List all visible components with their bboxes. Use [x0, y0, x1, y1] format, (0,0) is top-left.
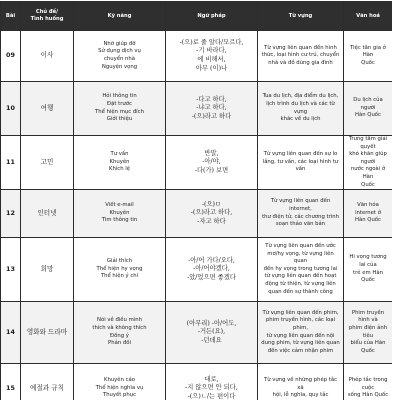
lesson-culture [344, 136, 393, 190]
grammar-line: -(으)ㄴ/는 편이다 [187, 392, 236, 400]
lesson-topic: 여행 [21, 82, 74, 136]
lesson-grammar [166, 31, 258, 82]
vocab-line: lịch trình du lịch và các từ vựng [266, 100, 335, 115]
table-row [1, 302, 393, 364]
header-topic [21, 2, 74, 31]
lesson-grammar [166, 82, 258, 136]
vocab-line: động từ thiện, từ vựng liên [265, 281, 336, 288]
vocab-line: đến việc cảm nhận phim [267, 347, 334, 354]
skill-line: Thể hiện hy vọng [96, 265, 143, 272]
skill-line: chuyển nhà [103, 56, 136, 62]
grammar-line: -거든(요), [197, 328, 226, 336]
vocab-line: từ vựng liên quan đến nội [266, 332, 335, 339]
culture-line: Tiệc tân gia ở Hàn [350, 44, 386, 59]
grammar-line: -지 않으면 안 되다, [185, 384, 238, 392]
header-culture: Văn hoá [344, 2, 393, 31]
vocab-line: Từ vựng liên quan đến sự lo [263, 151, 338, 158]
lesson-culture [344, 302, 393, 364]
culture-line: Du lịch của người [353, 97, 383, 111]
lesson-grammar [166, 136, 258, 190]
lesson-topic: 예절과 규칙 [21, 364, 74, 400]
culture-line: sống Hàn Quốc [347, 392, 389, 399]
skill-line: Thể hiện nghĩa vụ [95, 384, 144, 391]
skill-line: Khuyên [109, 158, 130, 165]
lesson-number: 09 [1, 31, 21, 82]
skill-line: Nhờ giúp đỡ [103, 40, 136, 47]
lesson-vocab [258, 31, 344, 82]
table-row [1, 364, 393, 400]
culture-line: Hàn Quốc [355, 112, 381, 119]
skill-line: Giải thích [106, 258, 133, 265]
culture-line: nước ngoài ở Hàn [350, 166, 386, 180]
culture-line: Hàn Quốc [355, 217, 381, 224]
lesson-grammar [166, 364, 258, 400]
grammar-line: -(으)로 줄 알다/모르다, [179, 38, 244, 46]
vocab-line: vấn [295, 166, 306, 173]
grammar-line: 아무 (이)나 [195, 64, 228, 72]
culture-line: trẻ em Hàn Quốc [353, 269, 383, 284]
skill-line: Nguyện vọng [101, 63, 138, 70]
lesson-vocab [258, 82, 344, 136]
header-skills: Kỹ năng [74, 2, 166, 31]
skill-line: Thuyết phục [102, 392, 137, 399]
grammar-line: -던데요 [201, 336, 222, 344]
vocab-line: thức, loại hình cư trú, chuyển [261, 52, 340, 59]
lesson-culture [344, 364, 393, 400]
vocab-line: Tua du lịch, địa điểm du lịch, [262, 93, 339, 100]
grammar-line: 반말, [204, 149, 219, 157]
lesson-grammar [166, 302, 258, 364]
page-right-margin [392, 0, 400, 400]
skill-line: Sử dụng dịch vụ [98, 48, 141, 55]
culture-line: Trung tâm giải quyết [348, 136, 388, 150]
skill-line: Phản đối [108, 340, 131, 347]
vocab-line: nhà và đồ dùng gia đình [268, 59, 333, 66]
table-row [1, 31, 393, 82]
lesson-skills [74, 364, 166, 400]
skill-line: Thể hiện mục đích [95, 108, 144, 115]
header-grammar: Ngữ pháp [166, 2, 258, 31]
lesson-vocab [258, 190, 344, 238]
header-topic-line: Tình huống [30, 16, 64, 22]
lesson-culture [344, 82, 393, 136]
lesson-culture [344, 238, 393, 302]
grammar-line: -아/어 가다/오다, [188, 256, 235, 264]
lesson-skills [74, 136, 166, 190]
vocab-line: quan đến sự thành công [268, 288, 333, 295]
table-row [1, 190, 393, 238]
vocab-line: từ vựng liên quan đến hoạt [264, 273, 337, 280]
grammar-line: -다(가) 보면 [194, 166, 229, 174]
lesson-number: 12 [1, 190, 21, 238]
lesson-topic: 인터넷 [21, 190, 74, 238]
culture-line: biểu của Hàn Quốc [350, 340, 386, 354]
grammar-line: -자고 하다 [197, 217, 226, 225]
lesson-number: 11 [1, 136, 21, 190]
lesson-number: 13 [1, 238, 21, 302]
lesson-vocab [258, 302, 344, 364]
grammar-line: 에 비해서, [197, 56, 226, 63]
vocab-line: khác về du lịch [280, 116, 321, 123]
skill-line: thích và không thích [92, 325, 147, 332]
skill-line: Khích lệ [109, 166, 130, 173]
skill-line: Hỏi thông tin [102, 93, 137, 100]
lesson-skills [74, 238, 166, 302]
culture-line: Văn hóa internet ở [355, 202, 381, 216]
table-row [1, 238, 393, 302]
vocab-line: Từ vựng liên quan đến phim, [262, 309, 339, 316]
vocab-line: soạn thảo văn bản [275, 221, 326, 228]
grammar-line: -았/었으면 좋겠다 [187, 273, 236, 281]
header-vocab: Từ vựng [258, 2, 344, 31]
grammar-line: -(으)ㅁ [201, 200, 222, 208]
grammar-line: -(으)라고 하다 [191, 112, 232, 120]
culture-line: khó khăn giúp người [349, 151, 387, 165]
vocab-line: Từ vựng về những phép tắc xã [264, 377, 337, 391]
grammar-line: -기 바라다, [196, 47, 227, 55]
grammar-line: 대로, [204, 375, 219, 383]
lesson-topic: 이사 [21, 31, 74, 82]
lesson-vocab [258, 364, 344, 400]
table-row [1, 136, 393, 190]
skill-line: Khuyên [109, 209, 130, 216]
culture-line: Phim truyền hình và [351, 309, 385, 324]
grammar-line: -아/어야겠다, [193, 265, 230, 273]
header-topic-line: Chủ đề/ [35, 9, 59, 15]
skill-line: Khuyên cáo [103, 377, 136, 384]
grammar-line: -아/야, [202, 158, 221, 166]
vocab-line: đến hy vọng trong tương lai [263, 265, 338, 272]
lesson-vocab [258, 136, 344, 190]
lesson-grammar [166, 190, 258, 238]
vocab-line: dung phim, từ vựng liên quan [261, 340, 340, 347]
lesson-culture [344, 190, 393, 238]
lesson-number: 14 [1, 302, 21, 364]
culture-line: Quốc [361, 181, 375, 188]
skill-line: Nói về điều mình [97, 317, 142, 324]
vocab-line: lắng, tư vấn, các loại hình tư [262, 158, 339, 165]
culture-line: Quốc [361, 59, 375, 66]
header-no: Bài [1, 2, 21, 31]
lesson-skills [74, 190, 166, 238]
vocab-line: phim truyền hình, các loại phim, [265, 317, 336, 332]
vocab-line: Từ vựng liên quan đến internet, [270, 198, 331, 213]
skill-line: Đặt trước [107, 100, 132, 107]
lesson-skills [74, 82, 166, 136]
culture-line: phim điện ảnh tiêu [348, 325, 388, 339]
skill-line: Đồng ý [110, 332, 129, 339]
lesson-topic: 영화와 드라마 [21, 302, 74, 364]
table-header-row [1, 2, 393, 31]
lesson-vocab [258, 238, 344, 302]
skill-line: Tìm thông tin [101, 217, 138, 224]
curriculum-table [0, 1, 393, 400]
vocab-line: Từ vựng liên quan đến ước [265, 243, 336, 250]
lesson-culture [344, 31, 393, 82]
skill-line: Tư vấn [110, 151, 129, 158]
table-row [1, 82, 393, 136]
culture-line: Hi vọng tương lai của [349, 254, 387, 269]
grammar-line: -다고 하다, [196, 95, 227, 103]
lesson-skills [74, 31, 166, 82]
culture-line: Phép tắc trong cuộc [348, 377, 388, 391]
skill-line: Viết e-mail [105, 202, 134, 209]
vocab-line: hội, lễ nghĩa, quy tắc [272, 392, 329, 399]
grammar-line: -냐고 하다, [196, 104, 227, 112]
lesson-skills [74, 302, 166, 364]
vocab-line: thư điện tử, các chương trình [262, 213, 339, 220]
lesson-number: 10 [1, 82, 21, 136]
lesson-number: 15 [1, 364, 21, 400]
skill-line: Thể hiện ý chí [100, 273, 139, 280]
lesson-grammar [166, 238, 258, 302]
lesson-topic: 희망 [21, 238, 74, 302]
skill-line: Giới thiệu [106, 116, 133, 123]
vocab-line: mơ/hy vọng, từ vựng liên quan [267, 250, 334, 265]
grammar-line: (아무리) -아/어도, [186, 319, 237, 327]
grammar-line: -(으)라고 하다, [190, 209, 233, 217]
lesson-topic: 고민 [21, 136, 74, 190]
vocab-line: Từ vựng liên quan đến hình [264, 44, 337, 51]
